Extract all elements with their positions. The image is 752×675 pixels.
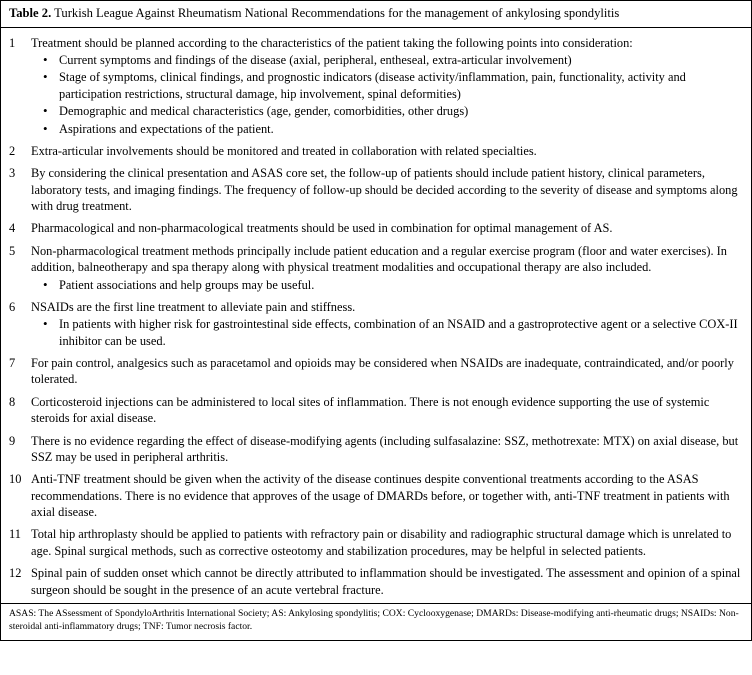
row-body — [31, 243, 741, 293]
table-row — [1, 523, 751, 562]
table-row — [1, 162, 751, 217]
table-caption-text: Turkish League Against Rheumatism National Recommendations for the management of ankylosing spondylitis — [54, 6, 620, 20]
row-number: 12 — [9, 566, 22, 581]
table-row — [1, 32, 751, 140]
row-number: 11 — [9, 527, 21, 542]
table-row — [1, 391, 751, 430]
row-text: Pharmacological and non-pharmacological treatments should be used in combination for optimal management of AS. — [31, 221, 613, 236]
recommendation-rows — [1, 28, 751, 603]
row-text: Treatment should be planned according to the characteristics of the patient taking the following points into consideration: — [31, 35, 633, 50]
list-item: • In patients with higher risk for gastrointestinal side effects, combination of an NSAID and a gastroprotective agent or a selective COX-II inhibitor can be used. — [31, 316, 741, 349]
row-text: Anti-TNF treatment should be given when the activity of the disease continues despite conventional treatments according to the ASAS recommendations. There is no evidence that approves of the usage of DMARDs before, or together with, anti-TNF treatment in patients with axial disease. — [31, 472, 730, 520]
row-text: Corticosteroid injections can be administered to local sites of inflammation. There is not enough evidence supporting the use of systemic steroids for axial disease. — [31, 394, 710, 426]
row-text: Spinal pain of sudden onset which cannot be directly attributed to inflammation should be investigated. The assessment and opinion of a spinal surgeon should be sought in the presence of an acute vertebral fracture. — [31, 566, 741, 597]
row-text: For pain control, analgesics such as paracetamol and opioids may be considered when NSAIDs are inadequate, contraindicated, and/or poorly tolerated. — [31, 356, 734, 387]
row-text: Total hip arthroplasty should be applied to patients with refractory pain or disability and radiographic structural damage which is unrelated to age. Spinal surgical methods, such as corrective osteotomy and stabilization procedures, may be helpful in selected patients. — [31, 527, 732, 558]
row-text: Extra-articular involvements should be monitored and treated in collaboration with related specialties. — [31, 143, 537, 158]
row-body — [31, 143, 741, 159]
row-text: Non-pharmacological treatment methods principally include patient education and a regular exercise program (floor and water exercises). In addition, balneotherapy and spa therapy along with physical treatment modalities and occupational therapy are also included. — [31, 243, 727, 275]
list-item: • Stage of symptoms, clinical findings, and prognostic indicators (disease activity/inflammation, pain, functionality, activity and participation restrictions, structural damage, hip involvement, spinal deformities) — [31, 69, 741, 102]
row-body — [31, 165, 741, 214]
list-item: • Demographic and medical characteristics (age, gender, comorbidities, other drugs) — [31, 103, 741, 119]
row-number: 6 — [9, 299, 16, 314]
table-caption-label: Table 2. — [9, 6, 52, 20]
row-body — [31, 299, 741, 349]
row-body — [31, 220, 741, 236]
row-number: 9 — [9, 433, 16, 448]
row-text: There is no evidence regarding the effect of disease-modifying agents (including sulfasalazine: SSZ, methotrexate: MTX) on axial disease, but SSZ may be used in peripheral arthritis. — [31, 433, 739, 464]
row-number: 1 — [9, 35, 16, 50]
table-row — [1, 562, 751, 601]
list-item: • Patient associations and help groups may be useful. — [31, 277, 741, 293]
table-row — [1, 430, 751, 469]
row-body — [31, 526, 741, 559]
table-footnote: ASAS: The ASsessment of SpondyloArthritis International Society; AS: Ankylosing spondylitis; COX: Cyclooxygenase; DMARDs: Disease-modifying anti-rheumatic drugs; NSAIDs: Non-steroidal anti-inflammatory drugs; TNF: Tumor necrosis factor. — [1, 603, 751, 640]
list-item: • Aspirations and expectations of the patient. — [31, 121, 741, 137]
row-number: 2 — [9, 143, 16, 158]
table-row — [1, 240, 751, 296]
row-body — [31, 433, 741, 466]
row-number: 5 — [9, 243, 16, 258]
table-row — [1, 468, 751, 523]
row-bullets — [31, 52, 741, 137]
row-text: By considering the clinical presentation and ASAS core set, the follow-up of patients should include patient history, clinical parameters, laboratory tests, and imaging findings. The frequency of follow-up should be decided according to the severity of disease and symptoms along with drug treatment. — [31, 166, 738, 214]
table-row — [1, 140, 751, 162]
table-row — [1, 296, 751, 352]
table-row — [1, 217, 751, 239]
row-number: 3 — [9, 166, 16, 181]
row-number: 7 — [9, 356, 16, 371]
row-bullets — [31, 316, 741, 349]
row-number: 4 — [9, 221, 16, 236]
row-number: 10 — [9, 472, 22, 487]
table-caption — [1, 1, 751, 28]
row-body — [31, 35, 741, 137]
list-item: • Current symptoms and findings of the disease (axial, peripheral, entheseal, extra-articular involvement) — [31, 52, 741, 68]
row-text: NSAIDs are the first line treatment to alleviate pain and stiffness. — [31, 299, 356, 314]
row-body — [31, 394, 741, 427]
row-body — [31, 355, 741, 388]
row-bullets — [31, 277, 741, 293]
row-body — [31, 471, 741, 520]
table-row — [1, 352, 751, 391]
row-body — [31, 565, 741, 598]
row-number: 8 — [9, 394, 16, 409]
